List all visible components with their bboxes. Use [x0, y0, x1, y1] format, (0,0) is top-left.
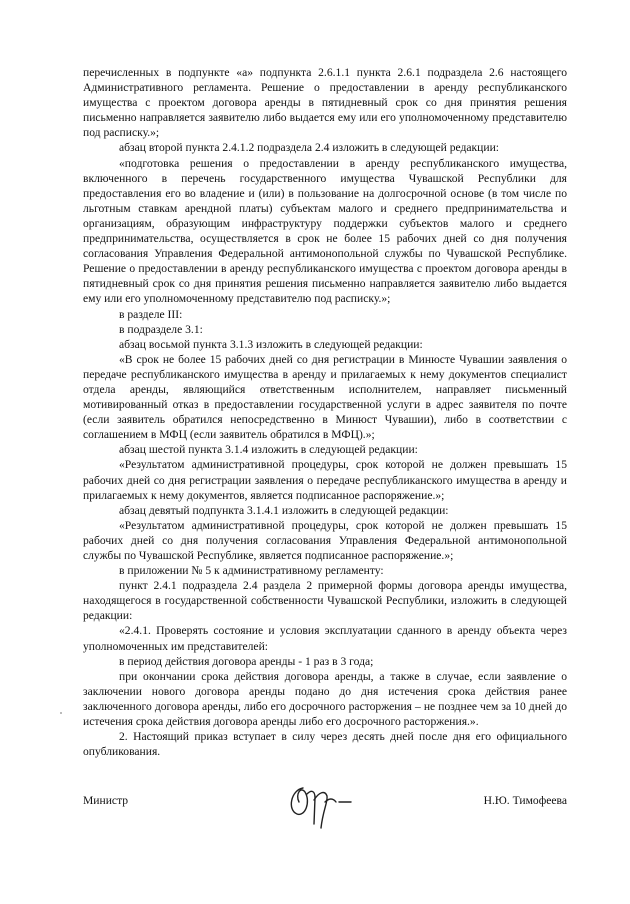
- paragraph-8: абзац шестой пункта 3.1.4 изложить в следующей редакции:: [119, 443, 418, 457]
- paragraph-5: в подразделе 3.1:: [119, 322, 203, 336]
- signatory-title: Министр: [83, 794, 129, 807]
- signatory-name: Н.Ю. Тимофеева: [483, 794, 567, 807]
- paragraph-12: в приложении № 5 к административному регламенту:: [119, 564, 384, 578]
- paragraph-7: «В срок не более 15 рабочих дней со дня регистрации в Минюсте Чувашии заявления о передаче республиканского имущества в аренду и прилагаемых к нему документов специалист отдела аренды, являющийся ответственным исполнителем, направляет письменный мотивированный отказ в предоставлении государственной услуги в адрес заявителя по почте (если заявитель обратился непосредственно в Минюст Чувашии), либо в соответствии с соглашением в МФЦ (если заявитель обратился в МФЦ).»;: [83, 352, 567, 442]
- paragraph-15: в период действия договора аренды - 1 раз в 3 года;: [119, 654, 374, 668]
- paragraph-9: «Результатом административной процедуры, срок которой не должен превышать 15 рабочих дней со дня регистрации заявления о передаче республиканского имущества в аренду и прилагаемых к нему документов, является подписанное распоряжение.»;: [83, 458, 567, 502]
- paragraph-6: абзац восьмой пункта 3.1.3 изложить в следующей редакции:: [119, 337, 423, 351]
- signature-block: [83, 780, 567, 840]
- document-body: [83, 65, 567, 759]
- paragraph-10: абзац девятый подпункта 3.1.4.1 изложить в следующей редакции:: [119, 503, 449, 517]
- margin-mark: [60, 712, 62, 714]
- paragraph-16: при окончании срока действия договора аренды, а также в случае, если заявление о заключении нового договора аренды подано до дня истечения срока действия ранее заключенного договора аренды, либо его досрочного расторжения – не позднее чем за 10 дней до истечения срока действия договора аренды либо его досрочного расторжения.».: [83, 669, 567, 729]
- paragraph-1: перечисленных в подпункте «а» подпункта 2.6.1.1 пункта 2.6.1 подраздела 2.6 настоящего Административного регламента. Решение о предоставлении в аренду республиканского имущества с проектом договора аренды в пятидневный срок со дня принятия решения письменно направляется заявителю либо выдается ему или его уполномоченному представителю под расписку.»;: [83, 66, 567, 140]
- paragraph-11: «Результатом административной процедуры, срок которой не должен превышать 15 рабочих дней со дня получения согласования Управления Федеральной антимонопольной службы по Чувашской Республике, является подписанное распоряжение.»;: [83, 518, 567, 562]
- paragraph-3: «подготовка решения о предоставлении в аренду республиканского имущества, включенного в перечень государственного имущества Чувашской Республики для предоставления его во владение и (или) в пользование на долгосрочной основе (в том числе по льготным ставкам арендной платы) субъектам малого и среднего предпринимательства и организациям, образующим инфраструктуру поддержки субъектов малого и среднего предпринимательства, осуществляется в срок не более 15 рабочих дней со дня получения согласования Управления Федеральной антимонопольной службы по Чувашской Республике. Решение о предоставлении в аренду республиканского имущества с проектом договора аренды в пятидневный срок со дня принятия решения письменно направляется заявителю либо выдается ему или его уполномоченному представителю под расписку.»;: [83, 156, 567, 306]
- paragraph-4: в разделе III:: [119, 307, 183, 321]
- paragraph-13: пункт 2.4.1 подраздела 2.4 раздела 2 примерной формы договора аренды имущества, находящегося в государственной собственности Чувашской Республики, изложить в следующей редакции:: [83, 579, 567, 623]
- paragraph-14: «2.4.1. Проверять состояние и условия эксплуатации сданного в аренду объекта через уполномоченных им представителей:: [83, 624, 567, 653]
- handwritten-signature: [281, 780, 361, 836]
- paragraph-2: абзац второй пункта 2.4.1.2 подраздела 2.4 изложить в следующей редакции:: [119, 141, 500, 155]
- paragraph-17: 2. Настоящий приказ вступает в силу через десять дней после дня его официального опубликования.: [83, 730, 567, 759]
